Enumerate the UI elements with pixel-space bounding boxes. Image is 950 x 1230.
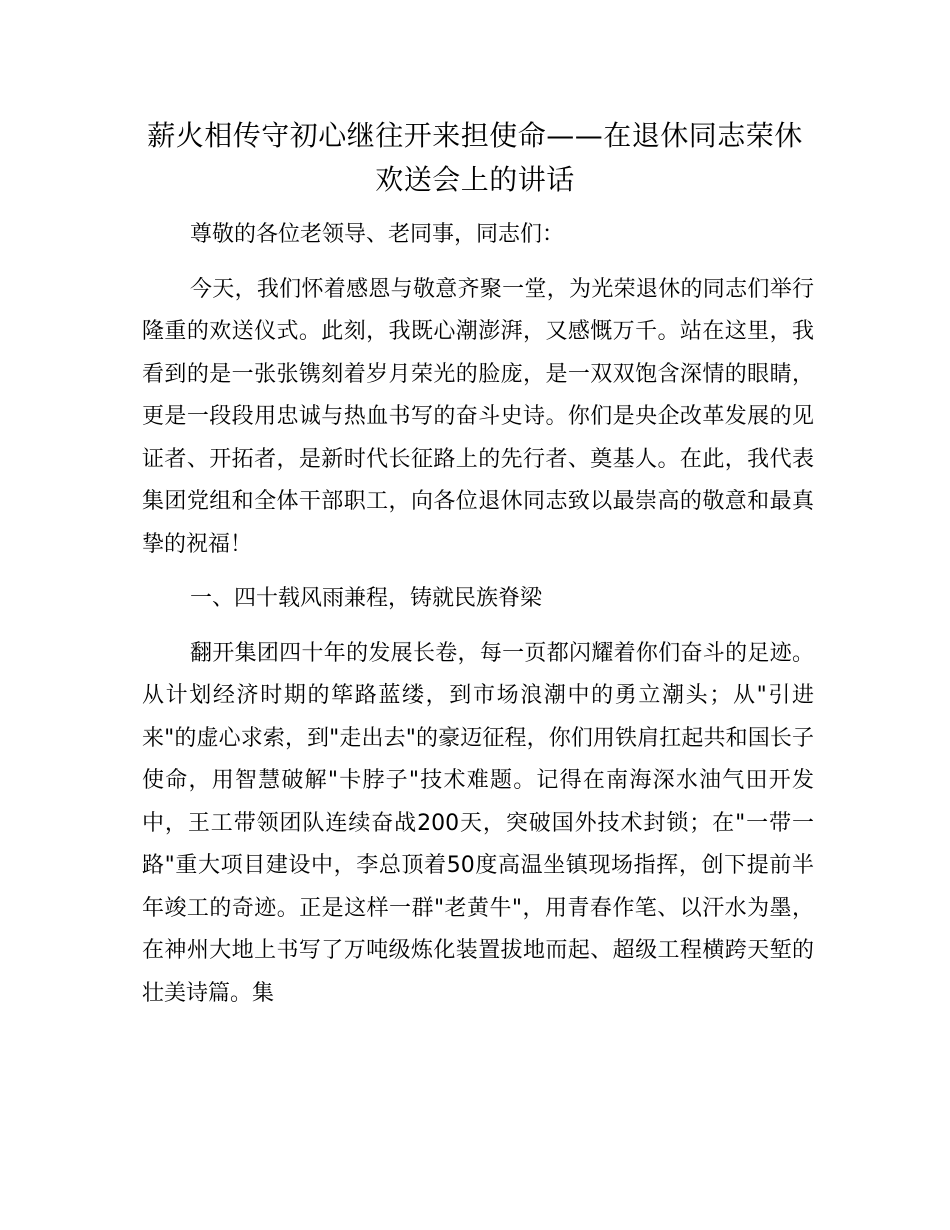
greeting-paragraph: 尊敬的各位老领导、老同事，同志们：	[190, 222, 565, 247]
document-body	[142, 214, 814, 1027]
section-heading: 一、四十载风雨兼程，铸就民族脊梁	[190, 586, 543, 611]
document-title: 薪火相传守初心继往开来担使命——在退休同志荣休欢送会上的讲话	[147, 119, 803, 196]
intro-paragraph: 今天，我们怀着感恩与敬意齐聚一堂，为光荣退休的同志们举行隆重的欢送仪式。此刻，我既心潮澎湃，又感慨万千。站在这里，我看到的是一张张镌刻着岁月荣光的脸庞，是一双双饱含深情的眼睛，更是一段段用忠诚与热血书写的奋斗史诗。你们是央企改革发展的见证者、开拓者，是新时代长征路上的先行者、奠基人。在此，我代表集团党组和全体干部职工，向各位退休同志致以最崇高的敬意和最真挚的祝福！	[142, 276, 814, 557]
history-paragraph: 翻开集团四十年的发展长卷，每一页都闪耀着你们奋斗的足迹。从计划经济时期的筚路蓝缕，到市场浪潮中的勇立潮头；从"引进来"的虚心求索，到"走出去"的豪迈征程，你们用铁肩扛起共和国长子使命，用智慧破解"卡脖子"技术难题。记得在南海深水油气田开发中，王工带领团队连续奋战200天，突破国外技术封锁；在"一带一路"重大项目建设中，李总顶着50度高温坐镇现场指挥，创下提前半年竣工的奇迹。正是这样一群"老黄牛"，用青春作笔、以汗水为墨，在神州大地上书写了万吨级炼化装置拔地而起、超级工程横跨天堑的壮美诗篇。集	[142, 640, 814, 1006]
